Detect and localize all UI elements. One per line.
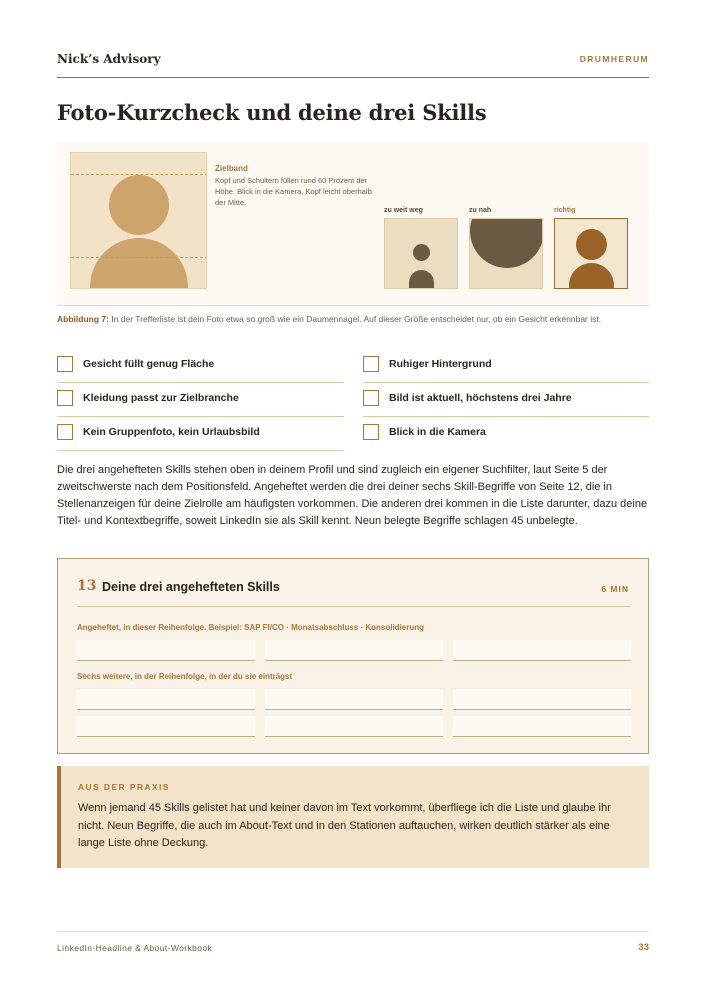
sample-head-small [413,244,430,261]
exercise-number: 13 [77,578,97,594]
practice-label: AUS DER PRAXIS [78,782,170,792]
checkbox[interactable] [363,390,379,406]
checklist-label: Kleidung passt zur Zielbranche [83,392,239,404]
other-skill-field[interactable] [77,689,255,710]
portrait-shoulders-shape [90,238,188,289]
sample-shoulders-small [409,270,434,289]
body-paragraph: Die drei angehefteten Skills stehen oben in deinem Profil und sind zugleich ein eigener Suchfilter, laut Seite 5 der zweitschwerste nach dem Positionsfeld. Angeheftet werden die drei deiner sechs Skill-Begriffe von Seite 12, die in Stellenanzeigen für deine Zielrolle am häufigsten vorkommen. Die anderen drei kommen in die Liste darunter, dazu deine Titel- und Kontextbegriffe, soweit LinkedIn sie als Skill kennt. Neun belegte Begriffe schlagen 45 unbelegte. [57,464,648,527]
page [57,0,649,1001]
page-title: Foto-Kurzcheck und deine drei Skills [57,100,487,125]
sample-correct [554,218,628,289]
sample-label-too-close: zu nah [469,207,492,214]
pinned-skill-field[interactable] [77,640,255,661]
sample-too-close [469,218,543,289]
checklist-item[interactable] [363,349,649,383]
sample-head-correct [576,229,607,260]
checklist-item[interactable] [363,417,649,451]
checklist-item[interactable] [363,383,649,417]
checklist-label: Ruhiger Hintergrund [389,358,492,370]
target-band-top-line [71,174,207,175]
checklist-label: Kein Gruppenfoto, kein Urlaubsbild [83,426,260,438]
checklist-label: Blick in die Kamera [389,426,486,438]
checklist-item[interactable] [57,349,344,383]
other-skill-field[interactable] [77,716,255,737]
sample-label-too-far: zu weit weg [384,207,423,214]
target-band-bottom-line [71,257,207,258]
photo-figure [57,143,649,305]
target-band-title: Zielband [215,164,248,173]
checklist-item[interactable] [57,383,344,417]
footer-title: LinkedIn-Headline & About-Workbook [57,943,213,953]
sample-shoulders-correct [569,263,614,289]
figure-caption [57,313,649,325]
exercise-title: Deine drei angehefteten Skills [102,580,280,594]
pinned-skill-field[interactable] [453,640,631,661]
pinned-skill-field[interactable] [265,640,443,661]
checklist-label: Bild ist aktuell, höchstens drei Jahre [389,392,572,404]
pinned-skills-label: Angeheftet, in dieser Reihenfolge. Beispiel: SAP FI/CO · Monatsabschluss · Konsolidierung [77,623,425,632]
practice-text: Wenn jemand 45 Skills gelistet hat und keiner davon im Text vorkommt, überfliege ich die Liste und glaube ihr nicht. Neun Begriffe, die auch im About-Text und in den Stationen auftauchen, wirken deutlich stärker als eine lange Liste ohne Deckung. [78,802,611,849]
other-skills-label: Sechs weitere, in der Reihenfolge, in der du sie einträgst [77,672,293,681]
checklist-item[interactable] [57,417,344,451]
sample-head-large [470,218,543,268]
page-header [57,52,649,78]
checkbox[interactable] [57,356,73,372]
footer-divider [57,931,649,932]
checklist-label: Gesicht füllt genug Fläche [83,358,215,370]
practice-callout [57,766,649,868]
target-band-illustration [70,152,207,289]
checkbox[interactable] [363,356,379,372]
page-number: 33 [638,942,649,953]
other-skill-field[interactable] [265,689,443,710]
checkbox[interactable] [57,390,73,406]
exercise-duration: 6 MIN [601,584,629,594]
figure-caption-text: In der Trefferliste ist dein Foto etwa so groß wie ein Daumennagel. Auf dieser Größe entscheidet nur, ob ein Gesicht erkennbar ist. [108,314,602,324]
sample-label-correct: richtig [554,207,576,214]
figure-caption-label: Abbildung 7: [57,314,109,324]
other-skill-field[interactable] [265,716,443,737]
figure-divider [57,305,649,306]
other-skill-field[interactable] [453,716,631,737]
checkbox[interactable] [57,424,73,440]
portrait-head-shape [109,175,169,235]
checkbox[interactable] [363,424,379,440]
brand-name: Nick’s Advisory [57,52,161,66]
target-band-text: Kopf und Schultern füllen rund 60 Prozent der Höhe. Blick in die Kamera, Kopf leicht oberhalb der Mitte. [215,176,372,207]
section-label: DRUMHERUM [579,54,649,64]
sample-too-far [384,218,458,289]
other-skill-field[interactable] [453,689,631,710]
exercise-divider [77,606,631,607]
exercise-box [57,558,649,754]
